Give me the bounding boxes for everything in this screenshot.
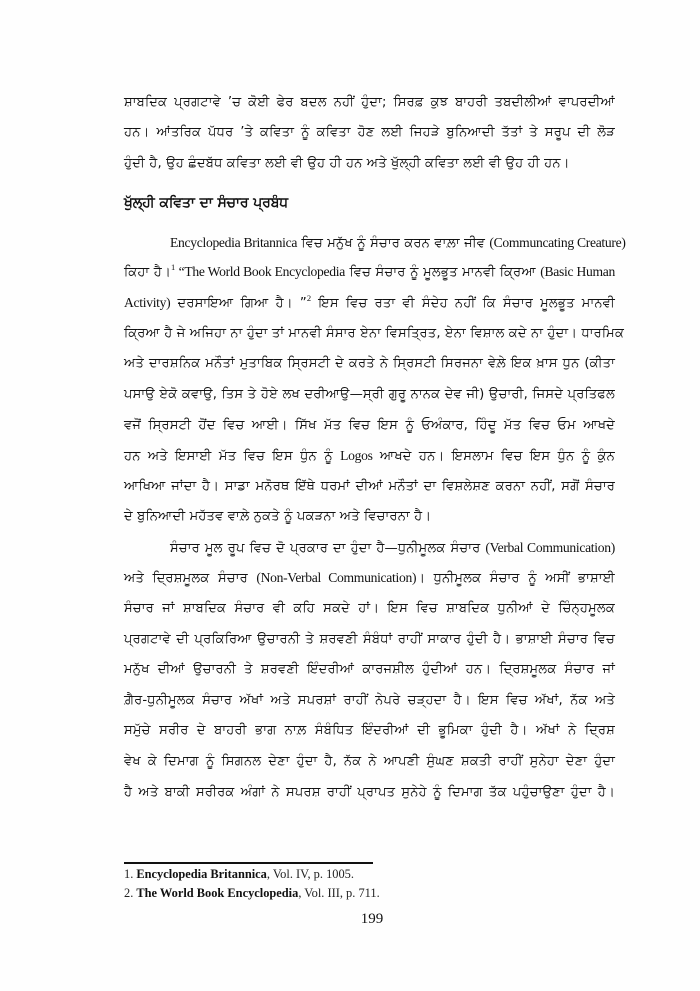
text-line: ਕ੍ਰਿਆ ਹੈ ਜੇ ਅਜਿਹਾ ਨਾ ਹੁੰਦਾ ਤਾਂ ਮਾਨਵੀ ਸੰਸਾਰ ਏਨਾ ਵਿਸਤ੍ਰਿਤ, ਏਨਾ ਵਿਸ਼ਾਲ ਕਦੇ ਨਾ ਹੁੰਦਾ। ਧਾਰਮਿਕ [124,326,625,341]
text-line: ਅਤੇ ਦਾਰਸ਼ਨਿਕ ਮਨੌਤਾਂ ਮੁਤਾਬਿਕ ਸ੍ਰਿਸਟੀ ਦੇ ਕਰਤੇ ਨੇ ਸ੍ਰਿਸਟੀ ਸਿਰਜਨਾ ਵੇਲ਼ੇ ਇਕ ਖ਼ਾਸ ਧੁਨ (ਕੀਤਾ [124,356,615,371]
punjabi-text: ਆਖਦੇ ਹਨ। ਇਸਲਾਮ ਵਿਚ ਇਸ ਧੁੰਨ ਨੂੰ ਕੁੰਨ [372,449,615,464]
footnote-2 [124,884,380,902]
punjabi-text: । ਧੁਨੀਮੂਲਕ ਸੰਚਾਰ ਨੂੰ ਅਸੀਂ ਭਾਸ਼ਾਈ [416,571,615,586]
english-term: (Communcating Creature) [489,235,626,250]
footnote-1 [124,865,354,883]
footnote-ref-2[interactable]: 2 [306,293,312,303]
punjabi-text: ਵਿਚ ਸੰਚਾਰ ਨੂੰ ਮੂਲਭੂਤ ਮਾਨਵੀ ਕ੍ਰਿਆ [345,265,541,280]
punjabi-text: ਦਰਸਾਇਆ ਗਿਆ ਹੈ। ” [170,296,307,311]
english-term: “The World Book Encyclopedia [175,264,345,279]
punjabi-text: ਅਤੇ ਦ੍ਰਿਸ਼ਮੂਲਕ ਸੰਚਾਰ [124,571,257,586]
footnote-number: 1. [124,867,134,881]
text-line: ਵੇਖ ਕੇ ਦਿਮਾਗ ਨੂੰ ਸਿਗਨਲ ਦੇਣਾ ਹੁੰਦਾ ਹੈ, ਨੱਕ ਨੇ ਆਪਣੀ ਸੁੰਘਣ ਸ਼ਕਤੀ ਰਾਹੀਂ ਸੁਨੇਹਾ ਦੇਣਾ ਹੁੰਦਾ [124,754,615,769]
page-number: 199 [360,911,384,927]
text-line: ਸੰਚਾਰ ਜਾਂ ਸ਼ਾਬਦਿਕ ਸੰਚਾਰ ਵੀ ਕਹਿ ਸਕਦੇ ਹਾਂ। ਇਸ ਵਿਚ ਸ਼ਾਬਦਿਕ ਧੁਨੀਆਂ ਦੇ ਚਿੰਨ੍ਹਮੂਲਕ [124,601,615,616]
footnote-separator [124,862,373,864]
text-line: ਵਜੋਂ ਸ੍ਰਿਸਟੀ ਹੋਂਦ ਵਿਚ ਆਈ। ਸਿੱਖ ਮੱਤ ਵਿਚ ਇਸ ਨੂੰ ਓਅੰਕਾਰ, ਹਿੰਦੂ ਮੱਤ ਵਿਚ ਓਮ ਆਖਦੇ [124,418,615,433]
text-line: ਸਮੁੱਚੇ ਸਰੀਰ ਦੇ ਬਾਹਰੀ ਭਾਗ ਨਾਲ਼ ਸੰਬੰਧਿਤ ਇੰਦਰੀਆਂ ਦੀ ਭੂਮਿਕਾ ਹੁੰਦੀ ਹੈ। ਅੱਖਾਂ ਨੇ ਦ੍ਰਿਸ਼ [124,723,615,738]
text-line [124,260,615,284]
text-line: ਪਸਾਉ ਏਕੋ ਕਵਾਉ, ਤਿਸ ਤੇ ਹੋਏ ਲਖ ਦਰੀਆਉ—ਸ੍ਰੀ ਗੁਰੂ ਨਾਨਕ ਦੇਵ ਜੀ) ਉਚਾਰੀ, ਜਿਸਦੇ ਪ੍ਰਤਿਫਲ [124,387,615,402]
text-line [170,231,626,255]
section-heading: ਖੁੱਲ੍ਹੀ ਕਵਿਤਾ ਦਾ ਸੰਚਾਰ ਪ੍ਰਬੰਧ [124,195,288,211]
text-line: ਦੇ ਬੁਨਿਆਦੀ ਮਹੱਤਵ ਵਾਲ਼ੇ ਨੁਕਤੇ ਨੂੰ ਪਕੜਨਾ ਅਤੇ ਵਿਚਾਰਨਾ ਹੈ। [124,509,432,524]
punjabi-text: ਇਸ ਵਿਚ ਰਤਾ ਵੀ ਸੰਦੇਹ ਨਹੀਂ ਕਿ ਸੰਚਾਰ ਮੂਲਭੂਤ ਮਾਨਵੀ [311,296,615,311]
punjabi-text: ਸੰਚਾਰ ਮੂਲ ਰੂਪ ਵਿਚ ਦੋ ਪ੍ਰਕਾਰ ਦਾ ਹੁੰਦਾ ਹੈ—ਧੁਨੀਮੂਲਕ ਸੰਚਾਰ [170,541,486,556]
footnote-title: The World Book Encyclopedia [136,886,299,900]
text-line [124,291,615,315]
english-term: Logos [340,448,373,463]
english-term: Activity) [124,295,171,310]
punjabi-text: ਹਨ ਅਤੇ ਇਸਾਈ ਮੱਤ ਵਿਚ ਇਸ ਧੁੰਨ ਨੂੰ [124,449,341,464]
text-line [124,566,615,590]
text-line: ਮਨੁੱਖ ਦੀਆਂ ਉਚਾਰਨੀ ਤੇ ਸ਼ਰਵਣੀ ਇੰਦਰੀਆਂ ਕਾਰਜਸ਼ੀਲ ਹੁੰਦੀਆਂ ਹਨ। ਦ੍ਰਿਸ਼ਮੂਲਕ ਸੰਚਾਰ ਜਾਂ [124,662,615,677]
text-line: ਹਨ। ਆਂਤਰਿਕ ਪੱਧਰ ’ਤੇ ਕਵਿਤਾ ਨੂੰ ਕਵਿਤਾ ਹੋਣ ਲਈ ਜਿਹੜੇ ਬੁਨਿਆਦੀ ਤੱਤਾਂ ਤੇ ਸਰੂਪ ਦੀ ਲੋੜ [124,125,615,140]
text-line: ਆਖਿਆ ਜਾਂਦਾ ਹੈ। ਸਾਡਾ ਮਨੋਰਥ ਇੱਥੇ ਧਰਮਾਂ ਦੀਆਂ ਮਨੌਤਾਂ ਦਾ ਵਿਸ਼ਲੇਸ਼ਣ ਕਰਨਾ ਨਹੀਂ, ਸਗੋਂ ਸੰਚਾਰ [124,479,615,494]
text-line: ਹੈ ਅਤੇ ਬਾਕੀ ਸਰੀਰਕ ਅੰਗਾਂ ਨੇ ਸਪਰਸ਼ ਰਾਹੀਂ ਪ੍ਰਾਪਤ ਸੁਨੇਹੇ ਨੂੰ ਦਿਮਾਗ ਤੱਕ ਪਹੁੰਚਾਉਣਾ ਹੁੰਦਾ ਹੈ। [124,785,615,800]
footnote-title: Encyclopedia Britannica [136,867,267,881]
text-line: ਸ਼ਾਬਦਿਕ ਪ੍ਰਗਟਾਵੇ ’ਚ ਕੋਈ ਫੇਰ ਬਦਲ ਨਹੀਂ ਹੁੰਦਾ; ਸਿਰਫ਼ ਕੁਝ ਬਾਹਰੀ ਤਬਦੀਲੀਆਂ ਵਾਪਰਦੀਆਂ [124,95,615,110]
footnote-ref-1[interactable]: 1 [170,262,176,272]
footnote-citation: , Vol. III, p. 711. [298,886,380,900]
punjabi-text: ਵਿਚ ਮਨੁੱਖ ਨੂੰ ਸੰਚਾਰ ਕਰਨ ਵਾਲ਼ਾ ਜੀਵ [297,236,490,251]
text-line: ਪ੍ਰਗਟਾਵੇ ਦੀ ਪ੍ਰਕਿਰਿਆ ਉਚਾਰਨੀ ਤੇ ਸ਼ਰਵਣੀ ਸੰਬੰਧਾਂ ਰਾਹੀਂ ਸਾਕਾਰ ਹੁੰਦੀ ਹੈ। ਭਾਸ਼ਾਈ ਸੰਚਾਰ ਵਿਚ [124,632,615,647]
footnote-number: 2. [124,886,134,900]
english-term: Encyclopedia Britannica [170,235,298,250]
english-term: (Verbal Communication) [485,540,615,555]
footnote-citation: , Vol. IV, p. 1005. [266,867,354,881]
text-line [124,444,615,468]
english-term: (Non-Verbal Communication) [256,570,417,585]
punjabi-text: ਕਿਹਾ ਹੈ। [124,265,171,280]
text-line [170,536,615,560]
text-line: ਹੁੰਦੀ ਹੈ, ਉਹ ਛੰਦਬੱਧ ਕਵਿਤਾ ਲਈ ਵੀ ਉਹ ਹੀ ਹਨ ਅਤੇ ਖੁੱਲ੍ਹੀ ਕਵਿਤਾ ਲਈ ਵੀ ਉਹ ਹੀ ਹਨ। [124,156,570,171]
english-term: (Basic Human [540,264,616,279]
text-line: ਗ਼ੈਰ-ਧੁਨੀਮੂਲਕ ਸੰਚਾਰ ਅੱਖਾਂ ਅਤੇ ਸਪਰਸ਼ਾਂ ਰਾਹੀਂ ਨੇਪਰੇ ਚੜ੍ਹਦਾ ਹੈ। ਇਸ ਵਿਚ ਅੱਖਾਂ, ਨੱਕ ਅਤੇ [124,693,615,708]
